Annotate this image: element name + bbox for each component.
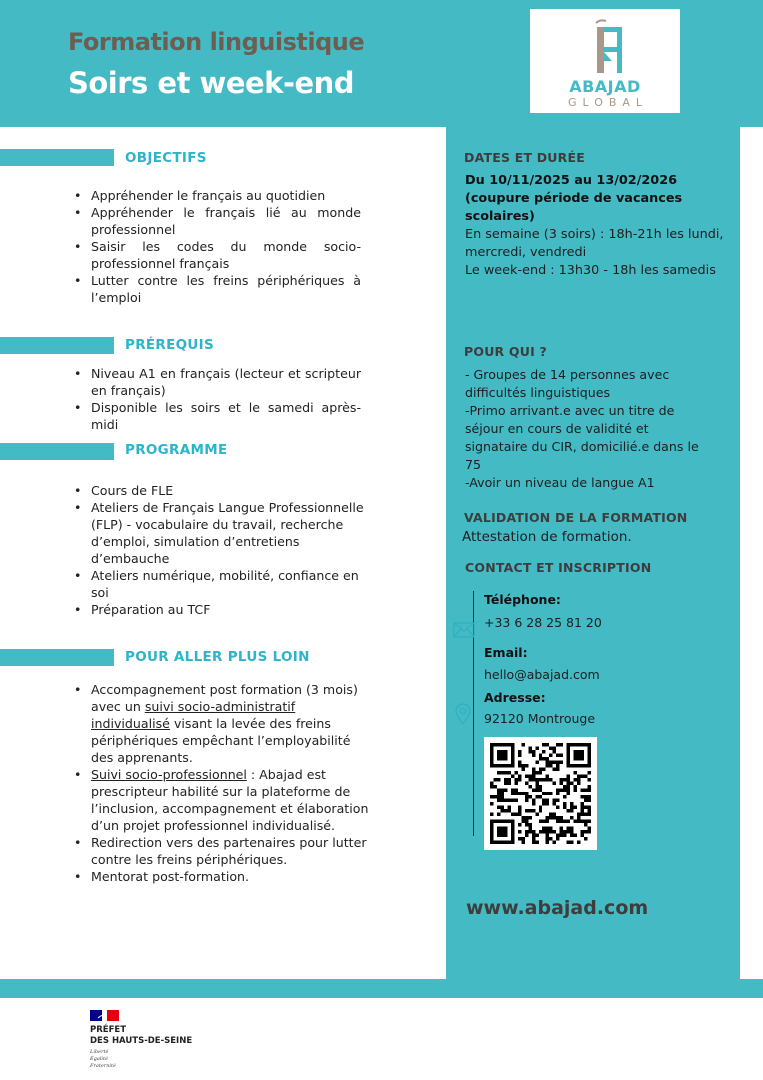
devise-fraternite: Fraternité <box>90 1063 116 1069</box>
list-item: • Niveau A1 en français (lecteur et scripteur en français) <box>91 365 361 399</box>
email-label: Email: <box>484 645 528 660</box>
pour-qui-heading: POUR QUI ? <box>464 344 547 359</box>
list-item: • Ateliers numérique, mobilité, confiance en soi <box>91 567 366 601</box>
validation-text: Attestation de formation. <box>462 529 632 545</box>
email-value[interactable]: hello@abajad.com <box>484 667 600 682</box>
dates-heading: DATES ET DURÉE <box>464 150 585 165</box>
weekend-schedule: Le week-end : 13h30 - 18h les samedis <box>465 263 716 278</box>
list-item: • Redirection vers des partenaires pour lutter contre les freins périphériques. <box>91 834 371 868</box>
address-value: 92120 Montrouge <box>484 711 596 726</box>
phone-label: Téléphone: <box>484 592 561 607</box>
qr-code[interactable] <box>484 737 597 850</box>
underlined-text: Suivi socio-professionnel <box>91 767 247 782</box>
qr-code-icon <box>490 743 591 844</box>
section-title-plus-loin: POUR ALLER PLUS LOIN <box>125 649 310 665</box>
list-item: • Disponible les soirs et le samedi après-midi <box>91 399 361 433</box>
list-item: • Cours de FLE <box>91 482 366 499</box>
section-bar <box>0 649 114 666</box>
list-item: • Préparation au TCF <box>91 601 366 618</box>
section-title-prerequis: PRÉREQUIS <box>125 337 215 353</box>
header-banner <box>0 0 763 127</box>
section-bar <box>0 337 114 354</box>
devise-liberte: Liberté <box>90 1049 109 1055</box>
title-line-1: Formation linguistique <box>68 28 365 56</box>
phone-value[interactable]: +33 6 28 25 81 20 <box>484 615 602 630</box>
pour-qui-text: - Groupes de 14 personnes avec difficultés linguistiques -Primo arrivant.e avec un titre de séjour en cours de validité et signataire du CIR, domicilié.e dans le 75 -Avoir un niveau de langue A1 <box>465 367 699 490</box>
list-item: • Accompagnement post formation (3 mois) avec un suivi socio-administratif individualisé visant la levée des freins périphériques empêchant l’employabilité des apprenants. <box>91 681 371 766</box>
section-title-programme: PROGRAMME <box>125 442 228 458</box>
address-label: Adresse: <box>484 690 546 705</box>
prerequis-list <box>73 365 361 433</box>
bottom-band <box>0 979 763 998</box>
list-item: • Mentorat post-formation. <box>91 868 371 885</box>
section-bar <box>0 443 114 460</box>
weekday-schedule: En semaine (3 soirs) : 18h-21h les lundi, mercredi, vendredi <box>465 227 724 260</box>
section-title-objectifs: OBJECTIFS <box>125 150 207 166</box>
prefet-line-2: DES HAUTS-DE-SEINE <box>90 1036 193 1046</box>
list-item: • Saisir les codes du monde socio-professionnel français <box>91 238 361 272</box>
devise-egalite: Égalité <box>90 1056 108 1062</box>
programme-list <box>73 482 366 618</box>
marianne-flag-icon <box>90 1010 119 1021</box>
website-link[interactable]: www.abajad.com <box>466 897 649 919</box>
section-bar <box>0 149 114 166</box>
validation-heading: VALIDATION DE LA FORMATION <box>464 510 688 525</box>
objectifs-list <box>73 187 361 306</box>
prefet-line-1: PRÉFET <box>90 1025 126 1035</box>
list-item: • Lutter contre les freins périphériques à l’emploi <box>91 272 361 306</box>
title-line-2: Soirs et week-end <box>68 66 355 100</box>
logo-wordmark: ABAJAD <box>569 77 641 96</box>
mail-icon <box>453 622 475 638</box>
plus-loin-list <box>73 681 371 885</box>
dates-text <box>465 172 725 280</box>
list-item: • Suivi socio-professionnel : Abajad est prescripteur habilité sur la plateforme de l’inclusion, accompagnement et élaboration d’un projet professionnel individualisé. <box>91 766 371 834</box>
abajad-logo-mark-icon <box>584 17 626 75</box>
logo-subtitle: GLOBAL <box>567 96 649 109</box>
underlined-text: suivi socio-administratif individualisé <box>91 699 296 731</box>
dates-range: Du 10/11/2025 au 13/02/2026 (coupure période de vacances scolaires) <box>465 173 683 224</box>
contact-heading: CONTACT ET INSCRIPTION <box>465 560 652 575</box>
abajad-logo <box>530 9 680 113</box>
list-item: • Appréhender le français au quotidien <box>91 187 361 204</box>
list-item: • Ateliers de Français Langue Professionnelle (FLP) - vocabulaire du travail, recherche d’emploi, simulation d’entretiens d’embauche <box>91 499 366 567</box>
list-item: • Appréhender le français lié au monde professionnel <box>91 204 361 238</box>
map-pin-icon <box>455 703 471 725</box>
